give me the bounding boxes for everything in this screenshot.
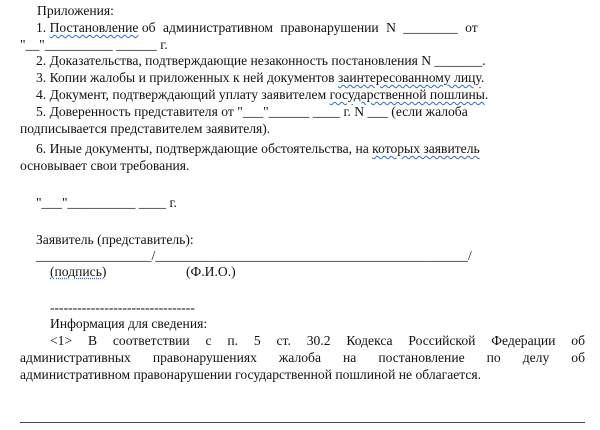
appendix-item-2: 2. Доказательства, подтверждающие незаконность постановления N _______. (36, 53, 486, 68)
appendix-item-1 (36, 20, 526, 36)
footnote-line-3: административном правонарушении государственной пошлиной не облагается. (20, 367, 482, 382)
footnote-line-1: <1> В соответствии с п. 5 ст. 30.2 Кодекса Российской Федерации об (50, 333, 585, 348)
item-1-text: об административном правонарушении N ________ от (141, 20, 478, 35)
page-bottom-rule (20, 422, 585, 423)
appendix-heading: Приложения: (37, 3, 114, 18)
date-line: "___"__________ ____ г. (36, 195, 177, 210)
appendix-item-5-line-1: 5. Доверенность представителя от "___"______ ____ г. N ___ (если жалоба (36, 104, 468, 119)
appendix-item-5-line-2: подписывается представителем заявителя). (20, 121, 271, 136)
appendix-item-3 (36, 70, 600, 86)
signature-caption (50, 264, 106, 280)
appendix-item-6-line-1 (36, 141, 600, 157)
item-3-spellcheck-phrase: заинтересованному лицу (337, 70, 481, 85)
item-6-spellcheck-phrase: которых заявитель (372, 141, 480, 156)
appendix-item-1-continuation: "__"__________ ______ г. (20, 37, 168, 52)
signature-caption-text: (подпись) (50, 264, 107, 279)
appendix-item-6-line-2: основывает свои требования. (20, 158, 190, 173)
item-3-text: 3. Копии жалобы и приложенных к ней документов (36, 70, 335, 85)
item-6-text: 6. Иные документы, подтверждающие обстоятельства, на (36, 141, 369, 156)
item-4-spellcheck-phrase: государственной пошлины (329, 87, 485, 102)
fio-caption: (Ф.И.О.) (186, 264, 236, 279)
item-3-period: . (480, 70, 485, 85)
applicant-label: Заявитель (представитель): (36, 232, 194, 247)
separator-line: -------------------------------- (50, 300, 195, 315)
footnote-line-2: административных правонарушениях жалоба на постановление по делу об (20, 350, 585, 365)
item-1-spellcheck-word: Постановление (49, 20, 139, 35)
item-1-number: 1. (36, 20, 47, 35)
signature-line: _________________/______________________________________________/ (36, 248, 472, 263)
info-heading: Информация для сведения: (50, 316, 208, 331)
item-4-period: . (484, 87, 489, 102)
item-4-text: 4. Документ, подтверждающий уплату заявителем (36, 87, 327, 102)
appendix-item-4 (36, 87, 600, 103)
